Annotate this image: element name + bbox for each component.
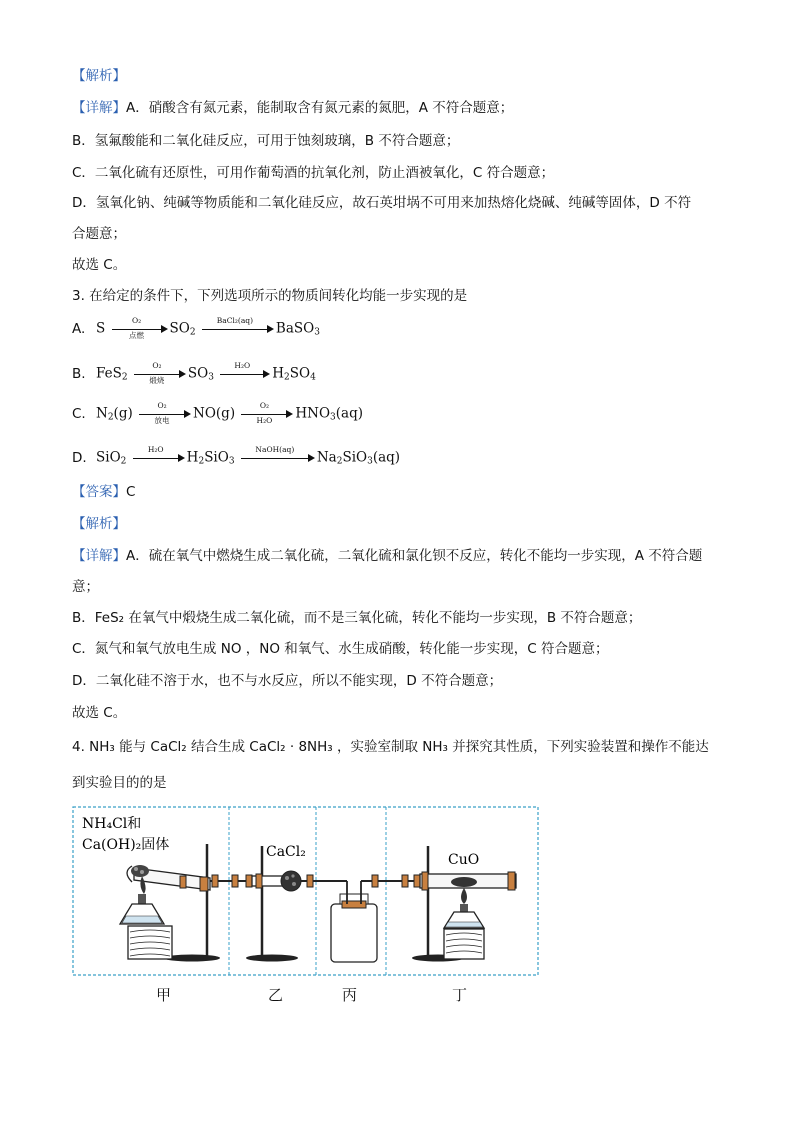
explanation-line: B．FeS₂ 在氧气中煅烧生成二氧化硫，而不是三氧化硫，转化不能均一步实现，B 不符合题意； xyxy=(72,610,642,626)
question-4-stem-cont: 到实验目的的是 xyxy=(72,775,167,791)
question-3-stem: 3. 在给定的条件下，下列选项所示的物质间转化均能一步实现的是 xyxy=(72,288,468,304)
conclusion-line: 故选 C。 xyxy=(72,257,127,273)
cuo-label: CuO xyxy=(448,852,480,868)
stopper xyxy=(307,875,313,887)
caption-yi: 乙 xyxy=(268,986,284,1004)
rubber-tube-connector xyxy=(372,875,378,887)
reaction-arrow: H₂O xyxy=(133,446,185,470)
stopper xyxy=(508,872,515,890)
rubber-tube-connector xyxy=(402,875,408,887)
option-c: C. $N_2(g)$ O₂ 放电 NO(g) $\frac{\text{O₂}}{\text{H₂O}}$ $HNO_3(aq)$ xyxy=(72,401,364,425)
option-b: B. FeS$_2$ O₂ 煅烧 $SO_3$ H₂O $H_2SO_4$ xyxy=(72,361,316,385)
answer-line: 【答案】C xyxy=(72,484,136,500)
caption-bing: 丙 xyxy=(342,986,358,1004)
rubber-tube-connector xyxy=(210,875,252,887)
gas-washing-bottle xyxy=(331,881,422,962)
explanation-line: C．氮气和氧气放电生成 NO ，NO 和氧气、水生成硝酸，转化能一步实现，C 符合题意； xyxy=(72,641,609,657)
clamp xyxy=(422,872,428,890)
stand-base xyxy=(246,955,298,962)
option-a: A. S O₂ 点燃 $SO_2$ BaCl₂(aq) BaSO$_3$ xyxy=(72,316,320,340)
reagent-label: Ca(OH)₂固体 xyxy=(82,837,170,853)
caption-jia: 甲 xyxy=(156,986,172,1004)
wooden-block xyxy=(444,929,484,959)
solid-mixture xyxy=(131,865,149,877)
explanation-line: D．二氧化硅不溶于水，也不与水反应，所以不能实现，D 不符合题意； xyxy=(72,673,503,689)
caption-ding: 丁 xyxy=(452,986,468,1004)
question-4-stem: 4. NH₃ 能与 CaCl₂ 结合生成 CaCl₂ · 8NH₃ ，实验室制取 NH₃ 并探究其性质，下列实验装置和操作不能达 xyxy=(72,739,709,755)
wooden-block xyxy=(128,926,172,959)
explanation-line: 【详解】A．硫在氧气中燃烧生成二氧化硫，二氧化硫和氯化钡不反应，转化不能均一步实现，A 不符合题 xyxy=(72,548,703,564)
clamp xyxy=(256,874,262,888)
explanation-heading: 【解析】 xyxy=(72,68,126,84)
explanation-line: C．二氧化硫有还原性，可用作葡萄酒的抗氧化剂，防止酒被氧化，C 符合题意； xyxy=(72,165,555,181)
explanation-line: 意； xyxy=(72,579,99,595)
drying-bulb xyxy=(281,871,301,891)
cuo-powder xyxy=(451,877,477,887)
reaction-arrow: O₂ 点燃 xyxy=(112,317,168,341)
explanation-line: D．氢氧化钠、纯碱等物质能和二氧化硅反应，故石英坩埚不可用来加热熔化烧碱、纯碱等固体，D 不符 xyxy=(72,195,692,211)
option-d: D. SiO$_2$ H₂O $H_2SiO_3$ NaOH(aq) $Na_2SiO_3(aq)$ xyxy=(72,446,400,473)
test-tube xyxy=(127,865,210,890)
explanation-line: B．氢氟酸能和二氧化硅反应，可用于蚀刻玻璃，B 不符合题意； xyxy=(72,133,460,149)
stopper xyxy=(200,877,208,891)
cacl2-label: CaCl₂ xyxy=(266,844,306,860)
reaction-arrow: H₂O xyxy=(220,362,270,386)
explanation-line: 合题意； xyxy=(72,226,126,242)
conclusion-line: 故选 C。 xyxy=(72,705,127,721)
reaction-arrow: NaOH(aq) xyxy=(241,446,315,470)
clamp xyxy=(180,876,186,888)
explanation-line: 【详解】A．硝酸含有氮元素，能制取含有氮元素的氮肥，A 不符合题意； xyxy=(72,100,514,116)
apparatus-figure xyxy=(72,806,540,978)
reaction-arrow: O₂ 放电 xyxy=(139,402,191,426)
reagent-label: NH₄Cl和 xyxy=(82,816,142,832)
explanation-heading: 【解析】 xyxy=(72,516,126,532)
reaction-arrow: $\frac{\text{O₂}}{\text{H₂O}}$ xyxy=(241,402,293,426)
alcohol-lamp xyxy=(444,888,484,928)
reaction-arrow: O₂ 煅烧 xyxy=(134,362,186,386)
reaction-arrow: BaCl₂(aq) xyxy=(202,317,274,341)
rubber-tube-connector xyxy=(414,875,420,887)
